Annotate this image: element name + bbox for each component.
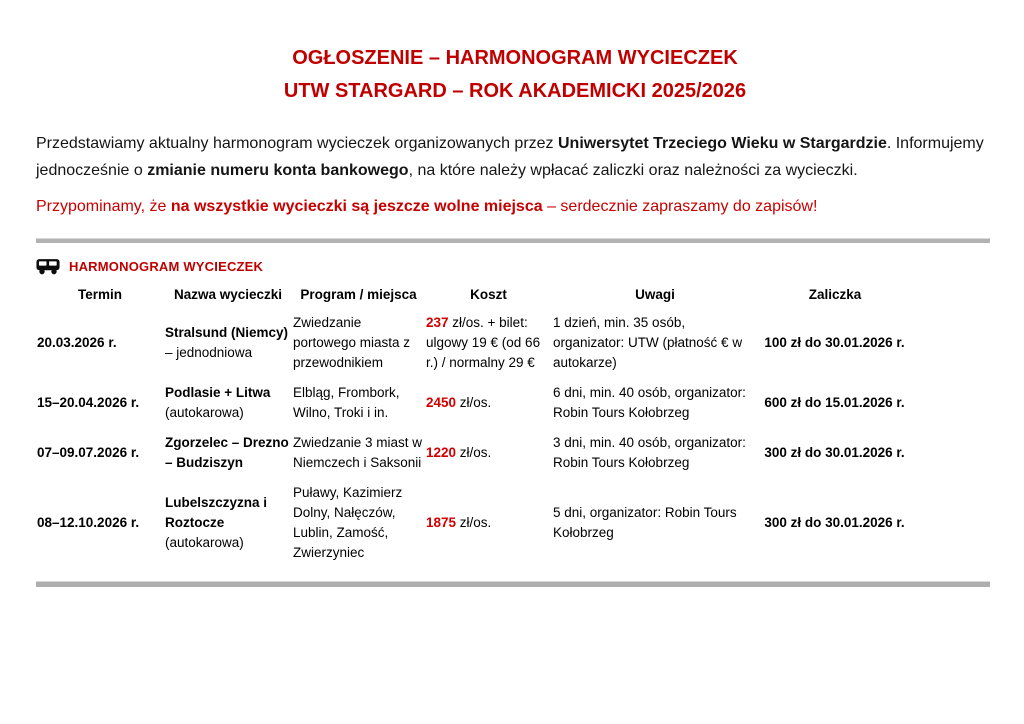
intro-text: . Informujemy jednocześnie o [36,135,984,179]
column-header-program: Program / miejsca [300,287,417,302]
column-header-nazwa: Nazwa wycieczki [173,287,283,302]
trip-name-note: (autokarowa) [165,405,244,420]
intro-text: , na które należy wpłacać zaliczki oraz należności za wycieczki. [408,162,858,179]
trip-remarks: 5 dni, organizator: Robin Tours Kołobrzeg [553,505,737,540]
divider-top [36,238,990,243]
trip-name [164,308,292,378]
section-heading [36,258,994,275]
trip-remarks: 1 dzień, min. 35 osób, organizator: UTW (płatność € w autokarze) [553,315,743,370]
trip-deposit: 300 zł do 30.01.2026 r. [764,445,905,460]
trips-table [36,284,912,568]
intro-bold-organizer: Uniwersytet Trzeciego Wieku w Stargardzie [558,135,887,152]
notice-paragraph [36,193,990,220]
trip-deposit: 600 zł do 15.01.2026 r. [764,395,905,410]
trip-price: 1220 [426,445,457,460]
trip-name-bold: Zgorzelec – Drezno – Budziszyn [165,435,289,470]
trip-price: 2450 [426,395,457,410]
trip-program: Zwiedzanie 3 miast w Niemczech i Saksonii [293,435,423,470]
trip-price: 237 [426,315,449,330]
notice-text: – serdecznie zapraszamy do zapisów! [542,198,818,215]
trip-cost-detail: zł/os. [456,515,492,530]
page-title [36,42,994,108]
trip-cost-detail: zł/os. [456,445,492,460]
trip-deposit: 300 zł do 30.01.2026 r. [764,515,905,530]
trip-cost-detail: zł/os. + bilet: ulgowy 19 € (od 66 r.) / normalny 29 € [426,315,541,370]
column-header-koszt: Koszt [470,287,507,302]
trip-name-note: (autokarowa) [165,535,244,550]
trip-program: Elbląg, Frombork, Wilno, Troki i in. [293,385,400,420]
table-header-row [36,284,912,308]
trip-cost [425,428,552,478]
trip-cost-detail: zł/os. [456,395,492,410]
intro-text: Przedstawiamy aktualny harmonogram wycieczek organizowanych przez [36,135,558,152]
table-row [36,428,912,478]
notice-text: Przypominamy, że [36,198,171,215]
trip-price: 1875 [426,515,457,530]
column-header-uwagi: Uwagi [635,287,675,302]
trip-date: 20.03.2026 r. [37,335,117,350]
trip-program: Puławy, Kazimierz Dolny, Nałęczów, Lublin, Zamość, Zwierzyniec [293,485,403,560]
trip-name [164,378,292,428]
trip-remarks: 3 dni, min. 40 osób, organizator: Robin Tours Kołobrzeg [553,435,746,470]
column-header-zaliczka: Zaliczka [808,287,862,302]
table-row [36,378,912,428]
trip-date: 15–20.04.2026 r. [37,395,140,410]
intro-paragraph [36,130,990,184]
intro-bold-account: zmianie numeru konta bankowego [147,162,409,179]
trip-remarks: 6 dni, min. 40 osób, organizator: Robin Tours Kołobrzeg [553,385,746,420]
trip-name-note: – jednodniowa [165,345,253,360]
notice-bold-free-places: na wszystkie wycieczki są jeszcze wolne miejsca [170,198,543,215]
title-line-1: OGŁOSZENIE – HARMONOGRAM WYCIECZEK [292,47,738,69]
trip-cost [425,308,552,378]
trip-name [164,428,292,478]
trip-program: Zwiedzanie portowego miasta z przewodnikiem [293,315,411,370]
trip-name-bold: Stralsund (Niemcy) [165,325,289,340]
title-line-2: UTW STARGARD – ROK AKADEMICKI 2025/2026 [283,80,747,102]
trip-cost [425,478,552,568]
bus-icon [36,258,60,275]
section-heading-label: HARMONOGRAM WYCIECZEK [69,259,264,274]
trip-name-bold: Podlasie + Litwa [165,385,271,400]
table-row [36,308,912,378]
trip-date: 07–09.07.2026 r. [37,445,140,460]
trip-cost [425,378,552,428]
trip-name-bold: Lubelszczyzna i Roztocze [165,495,268,530]
divider-bottom [36,581,990,587]
trip-name [164,478,292,568]
table-row [36,478,912,568]
column-header-termin: Termin [77,287,122,302]
trip-deposit: 100 zł do 30.01.2026 r. [764,335,905,350]
trip-date: 08–12.10.2026 r. [37,515,140,530]
